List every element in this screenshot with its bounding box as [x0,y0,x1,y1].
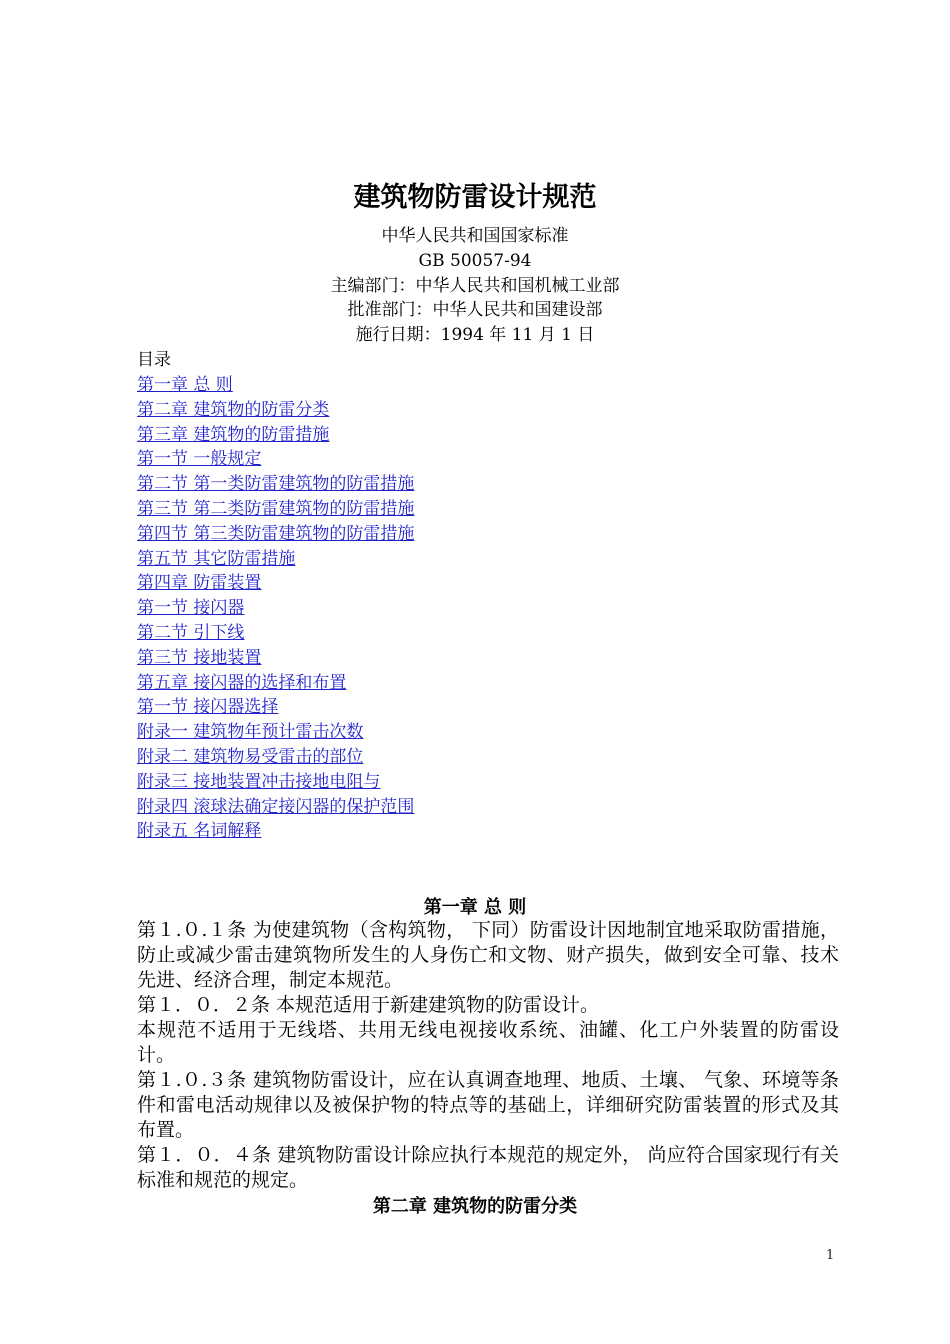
toc-link-chapter-4[interactable]: 第四章 防雷装置 [137,573,262,594]
toc-link-ch3-section-1[interactable]: 第一节 一般规定 [137,449,262,470]
toc-item [137,770,414,795]
toc-link-chapter-2[interactable]: 第二章 建筑物的防雷分类 [137,399,330,420]
toc-item [137,373,414,398]
page-number: 1 [826,1248,835,1263]
document-meta [0,224,950,348]
toc-link-ch4-section-3[interactable]: 第三节 接地装置 [137,647,262,668]
toc-item [137,497,414,522]
toc-item [137,621,414,646]
toc-link-chapter-5[interactable]: 第五章 接闪器的选择和布置 [137,672,347,693]
toc-link-chapter-3[interactable]: 第三章 建筑物的防雷措施 [137,424,330,445]
article-1-0-2: 第１．０．２条 本规范适用于新建建筑物的防雷设计。 [137,994,600,1016]
toc-item [137,745,414,770]
toc-link-appendix-5[interactable]: 附录五 名词解释 [137,821,262,842]
editor-department: 主编部门：中华人民共和国机械工业部 [330,275,620,296]
toc-link-appendix-2[interactable]: 附录二 建筑物易受雷击的部位 [137,746,364,767]
toc-link-ch3-section-2[interactable]: 第二节 第一类防雷建筑物的防雷措施 [137,474,415,495]
chapter-1-body [137,918,839,1193]
toc-item [137,571,414,596]
toc-item [137,447,414,472]
toc-item [137,695,414,720]
toc-link-appendix-3[interactable]: 附录三 接地装置冲击接地电阻与 [137,771,381,792]
toc-item [137,472,414,497]
toc-item [137,522,414,547]
toc-item [137,646,414,671]
approval-department: 批准部门：中华人民共和国建设部 [347,300,603,321]
toc-item [137,398,414,423]
toc-item [137,423,414,448]
standard-code: GB 50057-94 [418,250,532,271]
toc-link-ch4-section-1[interactable]: 第一节 接闪器 [137,598,245,619]
toc-item [137,596,414,621]
toc-item [137,819,414,844]
article-1-0-2-note: 本规范不适用于无线塔、共用无线电视接收系统、油罐、化工户外装置的防雷设计。 [137,1019,839,1066]
toc-item [137,547,414,572]
toc-link-ch5-section-1[interactable]: 第一节 接闪器选择 [137,697,279,718]
chapter-1-heading: 第一章 总 则 [423,897,527,918]
toc-item [137,795,414,820]
toc-link-ch3-section-4[interactable]: 第四节 第三类防雷建筑物的防雷措施 [137,523,415,544]
article-1-0-3: 第１.０.３条 建筑物防雷设计，应在认真调查地理、地质、土壤、 气象、环境等条件和雷电活动规律以及被保护物的特点等的基础上，详细研究防雷装置的形式及其布置。 [137,1069,839,1141]
document-title: 建筑物防雷设计规范 [353,182,597,213]
toc-link-ch3-section-3[interactable]: 第三节 第二类防雷建筑物的防雷措施 [137,498,415,519]
table-of-contents [137,373,414,844]
standard-type: 中华人民共和国国家标准 [381,226,569,246]
chapter-2-heading: 第二章 建筑物的防雷分类 [372,1196,578,1217]
toc-link-chapter-1[interactable]: 第一章 总 则 [137,375,233,395]
toc-link-ch4-section-2[interactable]: 第二节 引下线 [137,622,245,643]
toc-heading: 目录 [137,350,171,370]
article-1-0-4: 第１．０．４条 建筑物防雷设计除应执行本规范的规定外， 尚应符合国家现行有关标准和规范的规定。 [137,1144,839,1191]
toc-item [137,720,414,745]
toc-link-appendix-1[interactable]: 附录一 建筑物年预计雷击次数 [137,722,364,743]
article-1-0-1: 第１.０.１条 为使建筑物（含构筑物， 下同）防雷设计因地制宜地采取防雷措施，防止或减少雷击建筑物所发生的人身伤亡和文物、财产损失，做到安全可靠、技术先进、经济合理，制定本规范。 [137,919,839,991]
effective-date: 施行日期：1994 年 11 月 1 日 [355,325,595,346]
toc-link-ch3-section-5[interactable]: 第五节 其它防雷措施 [137,548,296,569]
toc-item [137,671,414,696]
toc-link-appendix-4[interactable]: 附录四 滚球法确定接闪器的保护范围 [137,796,415,817]
